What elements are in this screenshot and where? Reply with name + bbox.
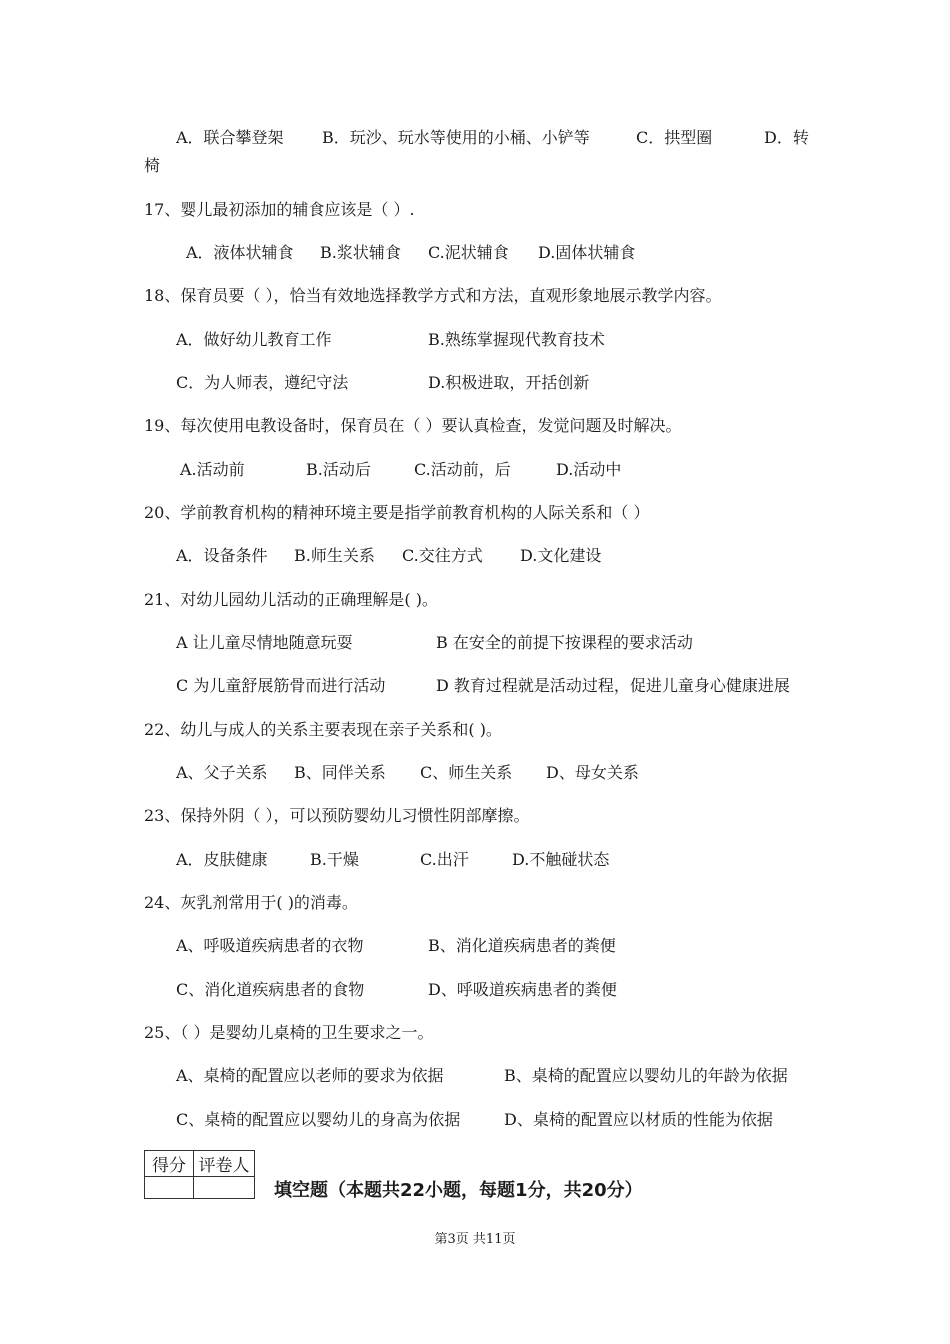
q19-option-a: A.活动前 [180,460,245,479]
q16-option-d-continuation: 椅 [144,156,161,175]
q17-stem: 17、婴儿最初添加的辅食应该是（ ）. [144,200,415,219]
q16-option-a: A．联合攀登架 [176,128,284,147]
q17-option-a: A．液体状辅食 [186,243,294,262]
grader-header: 评卷人 [194,1151,255,1177]
q25-stem: 25、（ ）是婴幼儿桌椅的卫生要求之一。 [144,1023,434,1042]
score-table [144,1150,255,1199]
q20-option-d: D.文化建设 [520,546,602,565]
q17-option-d: D.固体状辅食 [538,243,636,262]
q22-option-d: D、母女关系 [546,763,639,782]
q22-option-b: B、同伴关系 [294,763,386,782]
score-header: 得分 [145,1151,194,1177]
q25-option-c: C、桌椅的配置应以婴幼儿的身高为依据 [176,1110,461,1129]
q20-option-b: B.师生关系 [294,546,375,565]
q20-option-a: A．设备条件 [176,546,268,565]
q21-stem: 21、对幼儿园幼儿活动的正确理解是( )。 [144,590,438,609]
q16-option-c: C．拱型圈 [636,128,713,147]
grader-cell[interactable] [194,1177,255,1199]
q19-option-d: D.活动中 [556,460,622,479]
q19-option-c: C.活动前，后 [414,460,511,479]
q24-option-b: B、消化道疾病患者的粪便 [428,936,616,955]
q21-option-b: B 在安全的前提下按课程的要求活动 [436,633,693,652]
q24-option-d: D、呼吸道疾病患者的粪便 [428,980,617,999]
q18-option-a: A．做好幼儿教育工作 [176,330,332,349]
q23-option-b: B.干燥 [310,850,359,869]
score-cell[interactable] [145,1177,194,1199]
q16-option-d: D．转 [764,128,809,147]
q21-option-d: D 教育过程就是活动过程，促进儿童身心健康进展 [436,676,790,695]
q23-option-c: C.出汗 [420,850,469,869]
q17-option-c: C.泥状辅食 [428,243,509,262]
q19-stem: 19、每次使用电教设备时，保育员在（ ）要认真检查，发觉问题及时解决。 [144,416,682,435]
q22-option-a: A、父子关系 [176,763,268,782]
q25-option-b: B、桌椅的配置应以婴幼儿的年龄为依据 [504,1066,788,1085]
q22-stem: 22、幼儿与成人的关系主要表现在亲子关系和( )。 [144,720,502,739]
q21-option-c: C 为儿童舒展筋骨而进行活动 [176,676,386,695]
q20-option-c: C.交往方式 [402,546,483,565]
q21-option-a: A 让儿童尽情地随意玩耍 [176,633,353,652]
q18-option-c: C．为人师表，遵纪守法 [176,373,349,392]
q22-option-c: C、师生关系 [420,763,513,782]
q18-option-b: B.熟练掌握现代教育技术 [428,330,605,349]
q23-stem: 23、保持外阴（ ），可以预防婴幼儿习惯性阴部摩擦。 [144,806,530,825]
q18-option-d: D.积极进取，开括创新 [428,373,590,392]
q25-option-a: A、桌椅的配置应以老师的要求为依据 [176,1066,444,1085]
q23-option-d: D.不触碰状态 [512,850,610,869]
q20-stem: 20、学前教育机构的精神环境主要是指学前教育机构的人际关系和（ ） [144,503,650,522]
section-title: 填空题（本题共22小题，每题1分，共20分） [274,1180,643,1201]
q24-option-c: C、消化道疾病患者的食物 [176,980,365,999]
q16-option-b: B．玩沙、玩水等使用的小桶、小铲等 [322,128,590,147]
q23-option-a: A．皮肤健康 [176,850,268,869]
page-footer: 第3页 共11页 [434,1232,516,1247]
q19-option-b: B.活动后 [306,460,371,479]
q24-stem: 24、灰乳剂常用于( )的消毒。 [144,893,358,912]
q25-option-d: D、桌椅的配置应以材质的性能为依据 [504,1110,773,1129]
q17-option-b: B.浆状辅食 [320,243,401,262]
q18-stem: 18、保育员要（ ），恰当有效地选择教学方式和方法，直观形象地展示教学内容。 [144,286,722,305]
q24-option-a: A、呼吸道疾病患者的衣物 [176,936,364,955]
